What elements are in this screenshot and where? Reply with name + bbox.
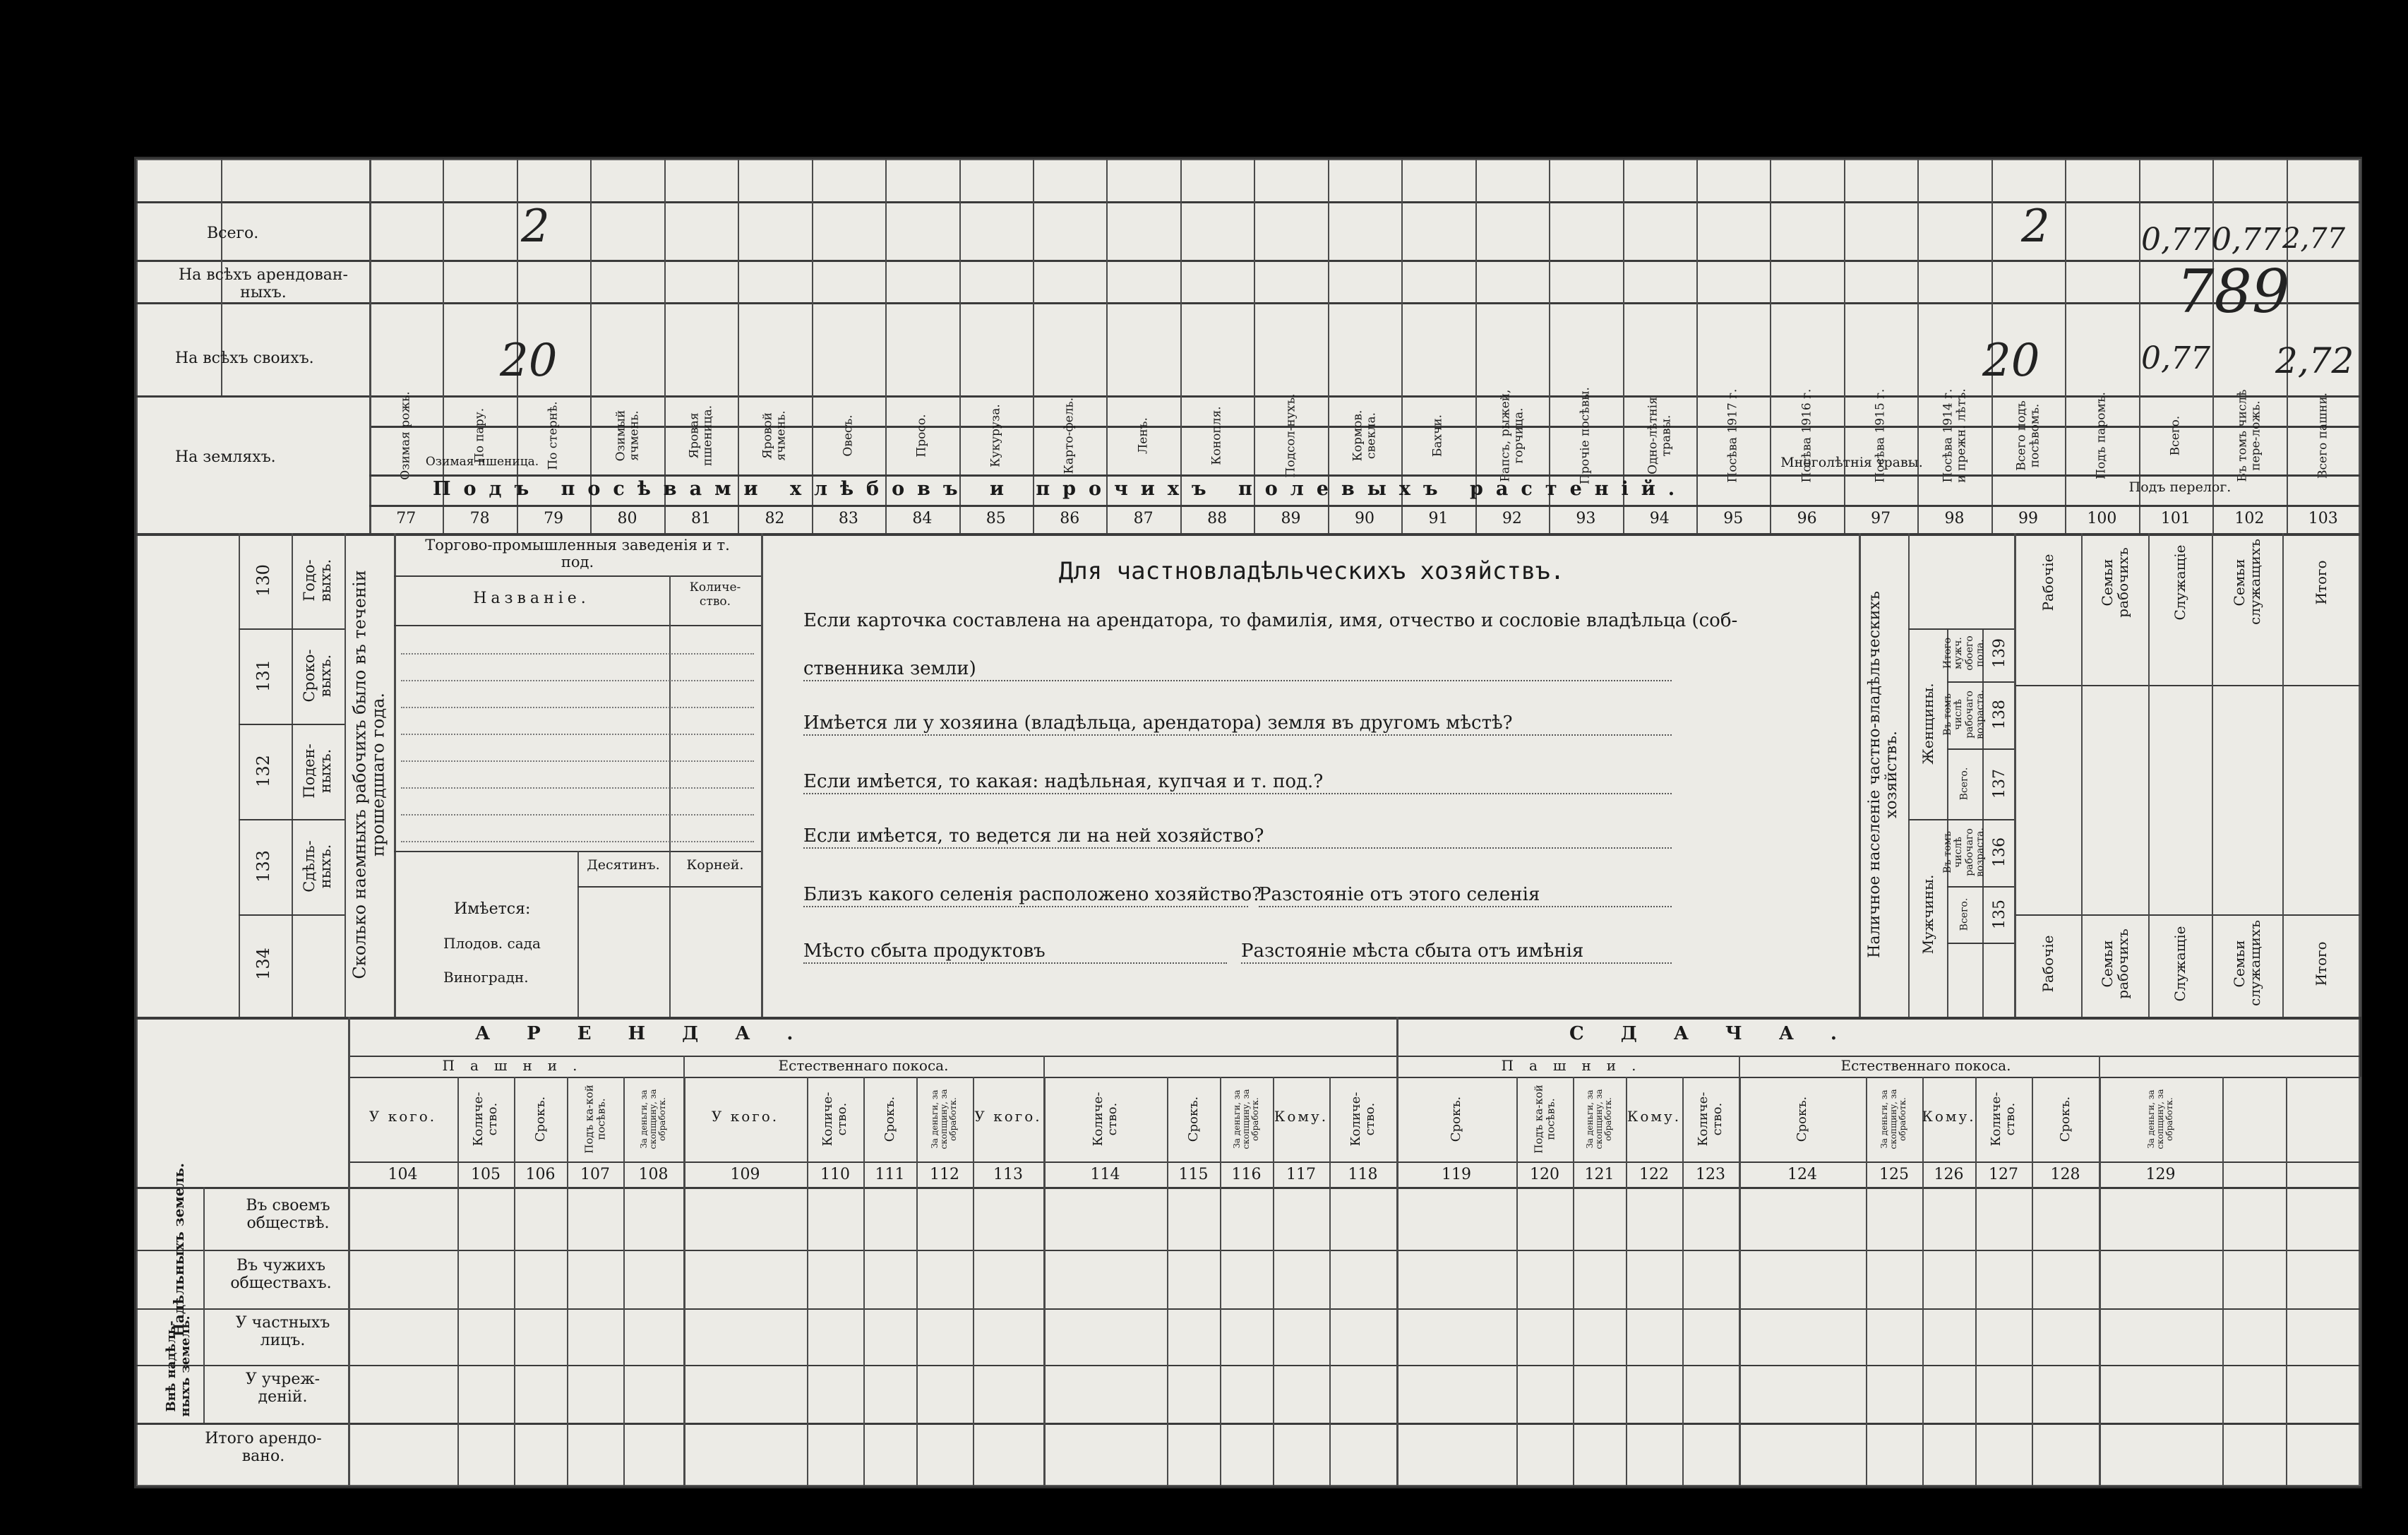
crop-header: Посѣва 1916 г. (1799, 388, 1814, 483)
grid-vline (2081, 533, 2083, 1017)
lease-column-header: Срокъ. (2057, 1096, 2073, 1142)
lease-column-header: Количе-ство. (1989, 1092, 2018, 1147)
trade-name-header: Названіе. (473, 590, 590, 607)
lease-column-number: 108 (638, 1166, 669, 1183)
grid-vline (348, 1017, 349, 1486)
crop-header: Бахчи. (1431, 414, 1446, 458)
row-other-communities: Въ чужихъ обществахъ. (230, 1257, 332, 1293)
lease-column-number: 122 (1639, 1166, 1669, 1183)
column-number: 88 (1207, 510, 1228, 527)
lease-column-header: У кого. (369, 1108, 437, 1125)
handwritten-99-own: 20 (1982, 335, 2040, 387)
grid-vline (807, 1077, 808, 1486)
handwritten-101-total: 0,77 (2141, 222, 2210, 258)
row-label-on-lands: На земляхъ. (175, 448, 276, 466)
grid-vline (457, 1077, 459, 1486)
handwritten-101-own: 0,77 (2141, 340, 2210, 376)
orchard-roots-header: Корней. (686, 857, 744, 873)
non-allotment-lands-label: Внѣ надѣль-ныхъ земель. (164, 1315, 193, 1417)
grid-vline (863, 1077, 865, 1486)
grid-vline (812, 159, 813, 533)
trade-dotted-row (401, 787, 754, 789)
population-right-header: Семьи рабочихъ (2098, 547, 2131, 618)
lease-column-header: У кого. (711, 1108, 779, 1125)
lease-column-header: Количе-ство. (820, 1092, 849, 1147)
grid-vline (1329, 1077, 1331, 1486)
row-private-persons: У частныхъ лицъ. (235, 1314, 330, 1350)
lease-column-number: 121 (1584, 1166, 1615, 1183)
lease-column-number: 117 (1286, 1166, 1316, 1183)
private-line-2: ственника земли) (803, 659, 1672, 681)
population-column-number: 138 (1990, 700, 2008, 729)
grid-vline (2099, 1077, 2101, 1486)
column-number: 98 (1944, 510, 1965, 527)
grid-vline (2139, 159, 2140, 533)
subgroup-header: Пашни. (442, 1057, 593, 1074)
private-line-5: Если имѣется, то ведется ли на ней хозяйство? (803, 826, 1672, 849)
column-number: 77 (396, 510, 417, 527)
column-number: 99 (2018, 510, 2038, 527)
lease-column-number: 129 (2145, 1166, 2176, 1183)
column-number: 101 (2160, 510, 2191, 527)
rent-out-banner: СДАЧА. (1569, 1023, 1874, 1044)
column-number: 83 (838, 510, 858, 527)
grid-vline (1043, 1056, 1045, 1077)
crop-header: Всего подъ посѣвомъ. (2014, 400, 2042, 471)
crop-header: Прочіе посѣвы. (1578, 387, 1593, 484)
hired-workers-title: Сколько наемныхъ рабочихъ было въ теченіи прошедшаго года. (349, 570, 388, 979)
handwritten-78-total: 2 (521, 201, 550, 253)
population-sub-label: Всего. (1958, 767, 1970, 801)
grid-vline (567, 1077, 568, 1486)
orchard-vineyards-label: Виноградн. (443, 969, 529, 986)
lease-column-number: 118 (1348, 1166, 1378, 1183)
population-column-number: 139 (1990, 638, 2008, 668)
private-line-9: Разстояніе мѣста сбыта отъ имѣнія (1241, 941, 1672, 964)
grid-vline (1396, 1077, 1398, 1486)
grid-vline (1043, 1077, 1046, 1486)
grid-vline (2282, 533, 2284, 1017)
population-sub-label: Въ томъ числѣ рабочаго возраста. (1942, 828, 1987, 877)
column-number: 85 (986, 510, 1006, 527)
population-right-header: Рабочіе (2039, 554, 2056, 611)
population-right-footer: Служащіе (2172, 926, 2188, 1002)
crop-header: Всего. (2168, 415, 2183, 456)
lease-column-header: За деньги, за скопщину, за обработк. (2145, 1089, 2175, 1149)
grid-vline (514, 1077, 515, 1486)
lease-column-number: 123 (1696, 1166, 1725, 1183)
grid-vline (1549, 159, 1550, 533)
column-number: 87 (1133, 510, 1154, 527)
orchard-tithes-header: Десятинъ. (587, 857, 660, 873)
grid-vline (1739, 1056, 1740, 1077)
private-line-3: Имѣется ли у хозяина (владѣльца, арендатора) земля въ другомъ мѣстѣ? (803, 713, 1672, 736)
grid-vline (1770, 159, 1771, 533)
worker-type-label: Поден-ныхъ. (300, 743, 334, 799)
grid-vline (2212, 159, 2214, 533)
grid-vline (1623, 159, 1624, 533)
column-number: 92 (1502, 510, 1522, 527)
crop-header: Всего пашни. (2316, 393, 2330, 479)
lease-column-header: За деньги, за скопщину, за обработк. (930, 1089, 959, 1149)
trade-dotted-row (401, 680, 754, 681)
column-number: 79 (544, 510, 564, 527)
crop-header: Озимая рожь. (398, 391, 413, 480)
population-right-footer: Семьи служащихъ (2231, 920, 2263, 1006)
population-right-footer: Рабочіе (2039, 935, 2056, 993)
lease-column-header: За деньги, за скопщину, за обработк. (1879, 1089, 1908, 1149)
lease-column-number: 105 (471, 1166, 501, 1183)
worker-type-label: Сроко-выхъ. (300, 649, 334, 703)
population-right-header: Служащіе (2172, 544, 2188, 621)
grid-vline (2065, 159, 2066, 533)
column-number: 102 (2234, 510, 2265, 527)
lease-column-number: 120 (1530, 1166, 1559, 1183)
grid-vline (2032, 1077, 2033, 1486)
trade-dotted-row (401, 734, 754, 735)
column-number: 86 (1060, 510, 1080, 527)
orchard-gardens-label: Плодов. сада (443, 935, 541, 952)
grid-vline (683, 1056, 685, 1077)
winter-wheat-group-label: Озимая пшеница. (425, 455, 539, 469)
crop-header: Посѣва 1914 г. и прежн. лѣтъ. (1940, 388, 1968, 483)
lease-banner: АРЕНДА. (475, 1023, 830, 1044)
crop-header: Озимый ячмень. (613, 410, 641, 462)
private-line-6: Близъ какого селенія расположено хозяйство? (803, 885, 1248, 907)
column-number: 89 (1281, 510, 1301, 527)
column-number: 78 (469, 510, 490, 527)
column-number: 80 (617, 510, 637, 527)
crop-header: Кукуруза. (988, 404, 1003, 467)
census-card-sheet (134, 157, 2362, 1488)
crop-header: Яровой ячмень. (760, 410, 789, 461)
grid-vline (1516, 1077, 1518, 1486)
grid-vline (1682, 1077, 1684, 1486)
row-own-community: Въ своемъ обществѣ. (246, 1197, 330, 1233)
population-right-header: Итого (2313, 560, 2330, 605)
grid-vline (2360, 533, 2361, 1017)
grid-vline (683, 1077, 685, 1486)
subgroup-header: Естественнаго покоса. (1840, 1057, 2011, 1074)
grid-vline (2360, 1077, 2361, 1486)
column-number: 81 (691, 510, 711, 527)
lease-column-header: За деньги, за скопщину, за обработк. (1231, 1089, 1261, 1149)
private-line-8: Мѣсто сбыта продуктовъ (803, 941, 1227, 964)
worker-column-number: 131 (253, 659, 273, 692)
population-right-footer: Итого (2313, 941, 2330, 986)
lease-column-number: 124 (1787, 1166, 1817, 1183)
lease-column-header: Срокъ. (882, 1096, 897, 1142)
grid-vline (2222, 1077, 2224, 1486)
crop-header: Кормов. свекла. (1350, 410, 1378, 462)
lease-column-number: 109 (730, 1166, 760, 1183)
population-right-footer: Семьи рабочихъ (2098, 928, 2131, 999)
lease-column-number: 107 (580, 1166, 610, 1183)
column-number: 82 (765, 510, 785, 527)
grid-vline (1844, 159, 1845, 533)
handwritten-103-own: 2,72 (2275, 340, 2354, 381)
fallow-group-label: Подъ перелог. (2128, 479, 2232, 495)
crop-header: Карто-фель. (1062, 397, 1077, 474)
row-total-leased: Итого арендо-вано. (205, 1430, 322, 1466)
trade-title: Торгово-промышленныя заведенія и т. под. (425, 537, 730, 571)
crop-header: Яровая пшеница. (687, 405, 714, 467)
grid-vline (590, 159, 592, 533)
column-number: 93 (1576, 510, 1596, 527)
worker-column-number: 134 (253, 948, 273, 980)
lease-column-header: Количе-ство. (1090, 1092, 1120, 1147)
lease-column-number: 111 (875, 1166, 905, 1183)
grid-vline (1401, 159, 1403, 533)
grid-vline (738, 159, 739, 533)
crop-header: Подсол-нухъ. (1283, 393, 1298, 478)
allotment-lands-label: Надѣльныхъ земель. (170, 1162, 187, 1337)
grid-vline (1917, 159, 1919, 533)
grid-vline (1328, 159, 1329, 533)
lease-column-header: Срокъ. (1795, 1096, 1810, 1142)
private-line-7: Разстояніе отъ этого селенія (1259, 885, 1672, 907)
crop-header: Въ томъ числѣ пере-ложь. (2235, 389, 2263, 482)
lease-column-header: Кому. (1922, 1108, 1976, 1125)
grid-vline (2099, 1056, 2100, 1077)
column-number: 95 (1723, 510, 1744, 527)
crop-header: Посѣва 1915 г. (1873, 388, 1888, 483)
sown-banner: Подъ посѣвами хлѣбовъ и прочихъ полевыхъ растеній. (433, 478, 1688, 500)
population-column-number: 137 (1990, 769, 2008, 799)
lease-column-header: Кому. (1627, 1108, 1682, 1125)
population-sub-label: Всего. (1958, 897, 1970, 931)
trade-dotted-row (401, 760, 754, 762)
subgroup-header: Естественнаго покоса. (778, 1057, 949, 1074)
lease-column-header: Подъ ка-кой посѣвъ. (1532, 1085, 1557, 1154)
handwritten-103-total: 2,77 (2282, 222, 2346, 255)
lease-column-header: Количе-ство. (1348, 1092, 1377, 1147)
crop-header: Посѣва 1917 г. (1725, 388, 1740, 483)
grid-vline (664, 159, 666, 533)
trade-qty-header: Количе-ство. (689, 580, 741, 609)
lease-column-header: Кому. (1274, 1108, 1329, 1125)
trade-dotted-row (401, 841, 754, 842)
grid-vline (1573, 1077, 1574, 1486)
grid-vline (2286, 1077, 2287, 1486)
lease-column-number: 128 (2050, 1166, 2080, 1183)
worker-type-label: Годо-выхъ. (300, 559, 334, 602)
grid-vline (1475, 159, 1477, 533)
column-number: 100 (2087, 510, 2117, 527)
grid-vline (959, 159, 961, 533)
crop-header: Просо. (914, 414, 929, 458)
population-column-number: 135 (1990, 900, 2008, 929)
lease-column-number: 104 (388, 1166, 418, 1183)
grid-vline (2014, 533, 2015, 1017)
lease-column-number: 114 (1090, 1166, 1120, 1183)
grid-vline (1975, 1077, 1977, 1486)
crop-header: Ленъ. (1136, 417, 1151, 454)
orchard-has-label: Имѣется: (454, 900, 531, 918)
perennial-group-label: Многолѣтнія травы. (1780, 455, 1923, 470)
crop-header: Подъ паромъ. (2095, 392, 2109, 479)
column-number: 84 (912, 510, 933, 527)
row-institutions: У учреж-деній. (245, 1370, 321, 1406)
column-number: 91 (1428, 510, 1449, 527)
lease-column-number: 126 (1934, 1166, 1964, 1183)
grid-vline (2360, 159, 2361, 533)
grid-vline (1220, 1077, 1221, 1486)
worker-column-number: 132 (253, 755, 273, 787)
trade-dotted-row (401, 707, 754, 708)
population-column-number: 136 (1990, 837, 2008, 867)
handwritten-stamp-number: 789 (2176, 257, 2290, 326)
lease-column-header: Подъ ка-кой посѣвъ. (582, 1085, 607, 1154)
men-label: Мужчины. (1919, 874, 1936, 955)
lease-column-number: 106 (525, 1166, 556, 1183)
column-number: 96 (1797, 510, 1817, 527)
grid-vline (1739, 1077, 1741, 1486)
grid-vline (2212, 533, 2213, 1017)
population-sub-label: Итого мужч. обоего пола. (1942, 635, 1987, 671)
grid-vline (1033, 159, 1034, 533)
crop-header: По пару. (472, 407, 487, 464)
grid-vline (443, 159, 444, 533)
crop-header: Рапсъ, рыжей, горчица. (1498, 389, 1526, 482)
lease-column-header: Количе-ство. (1696, 1092, 1725, 1147)
handwritten-102-total: 0,77 (2212, 222, 2281, 258)
grid-vline (885, 159, 887, 533)
women-label: Женщины. (1919, 683, 1936, 765)
crop-header: Одно-лѣтнія травы. (1646, 397, 1673, 474)
lease-column-header: Срокъ. (1449, 1096, 1464, 1142)
lease-column-header: У кого. (974, 1108, 1042, 1125)
trade-dotted-row (401, 653, 754, 655)
grid-vline (1180, 159, 1182, 533)
worker-type-label: Сдѣль-ныхъ. (300, 840, 334, 892)
population-sub-label: Въ томъ числѣ рабочаго возраста. (1942, 690, 1987, 739)
trade-dotted-row (401, 814, 754, 816)
lease-column-number: 110 (820, 1166, 850, 1183)
column-number: 97 (1871, 510, 1891, 527)
handwritten-99-total: 2 (2021, 201, 2050, 253)
row-label-own: На всѣхъ своихъ. (175, 350, 314, 367)
grid-vline (1106, 159, 1108, 533)
grid-vline (1254, 159, 1255, 533)
crop-header: Овесъ. (841, 414, 856, 457)
row-label-total: Всего. (207, 225, 259, 242)
private-farms-title: Для частновладѣльческихъ хозяйствъ. (1058, 557, 1565, 585)
private-line-1: Если карточка составлена на арендатора, то фамилія, имя, отчество и сословіе владѣльца (соб- (803, 610, 1738, 631)
lease-column-header: За деньги, за скопщину, за обработк. (1584, 1089, 1614, 1149)
row-label-leased: На всѣхъ арендован- ныхъ. (179, 266, 348, 302)
worker-column-number: 133 (253, 850, 273, 883)
grid-vline (1866, 1077, 1867, 1486)
lease-column-header: Срокъ. (532, 1096, 548, 1142)
grid-vline (916, 1077, 918, 1486)
crop-header: Конопля. (1209, 406, 1224, 465)
population-vertical-title: Наличное населеніе частно-владѣльческихъ хозяйствъ. (1865, 591, 1900, 958)
population-right-header: Семьи служащихъ (2231, 539, 2263, 625)
worker-column-number: 130 (253, 564, 273, 597)
crop-header: По стернѣ. (546, 401, 561, 470)
grid-vline (1167, 1077, 1168, 1486)
lease-column-number: 116 (1231, 1166, 1262, 1183)
lease-column-number: 119 (1442, 1166, 1471, 1183)
lease-column-number: 113 (993, 1166, 1023, 1183)
grid-vline (623, 1077, 625, 1486)
lease-column-number: 127 (1989, 1166, 2018, 1183)
lease-column-header: Срокъ. (1185, 1096, 1201, 1142)
subgroup-header: Пашни. (1501, 1057, 1652, 1074)
grid-vline (369, 159, 371, 533)
private-line-4: Если имѣется, то какая: надѣльная, купчая и т. под.? (803, 772, 1672, 794)
lease-column-number: 115 (1178, 1166, 1209, 1183)
grid-vline (1273, 1077, 1274, 1486)
grid-vline (973, 1077, 974, 1486)
grid-vline (1396, 1017, 1398, 1077)
grid-vline (2148, 533, 2150, 1017)
lease-column-header: За деньги, за скопщину, за обработк. (638, 1089, 668, 1149)
handwritten-78-own: 20 (500, 335, 558, 387)
lease-column-number: 125 (1879, 1166, 1909, 1183)
grid-vline (1696, 159, 1698, 533)
grid-vline (1922, 1077, 1924, 1486)
lease-column-number: 112 (930, 1166, 959, 1183)
lease-column-header: Количе-ство. (471, 1092, 500, 1147)
grid-vline (1626, 1077, 1627, 1486)
column-number: 94 (1649, 510, 1670, 527)
column-number: 103 (2308, 510, 2338, 527)
column-number: 90 (1355, 510, 1374, 527)
